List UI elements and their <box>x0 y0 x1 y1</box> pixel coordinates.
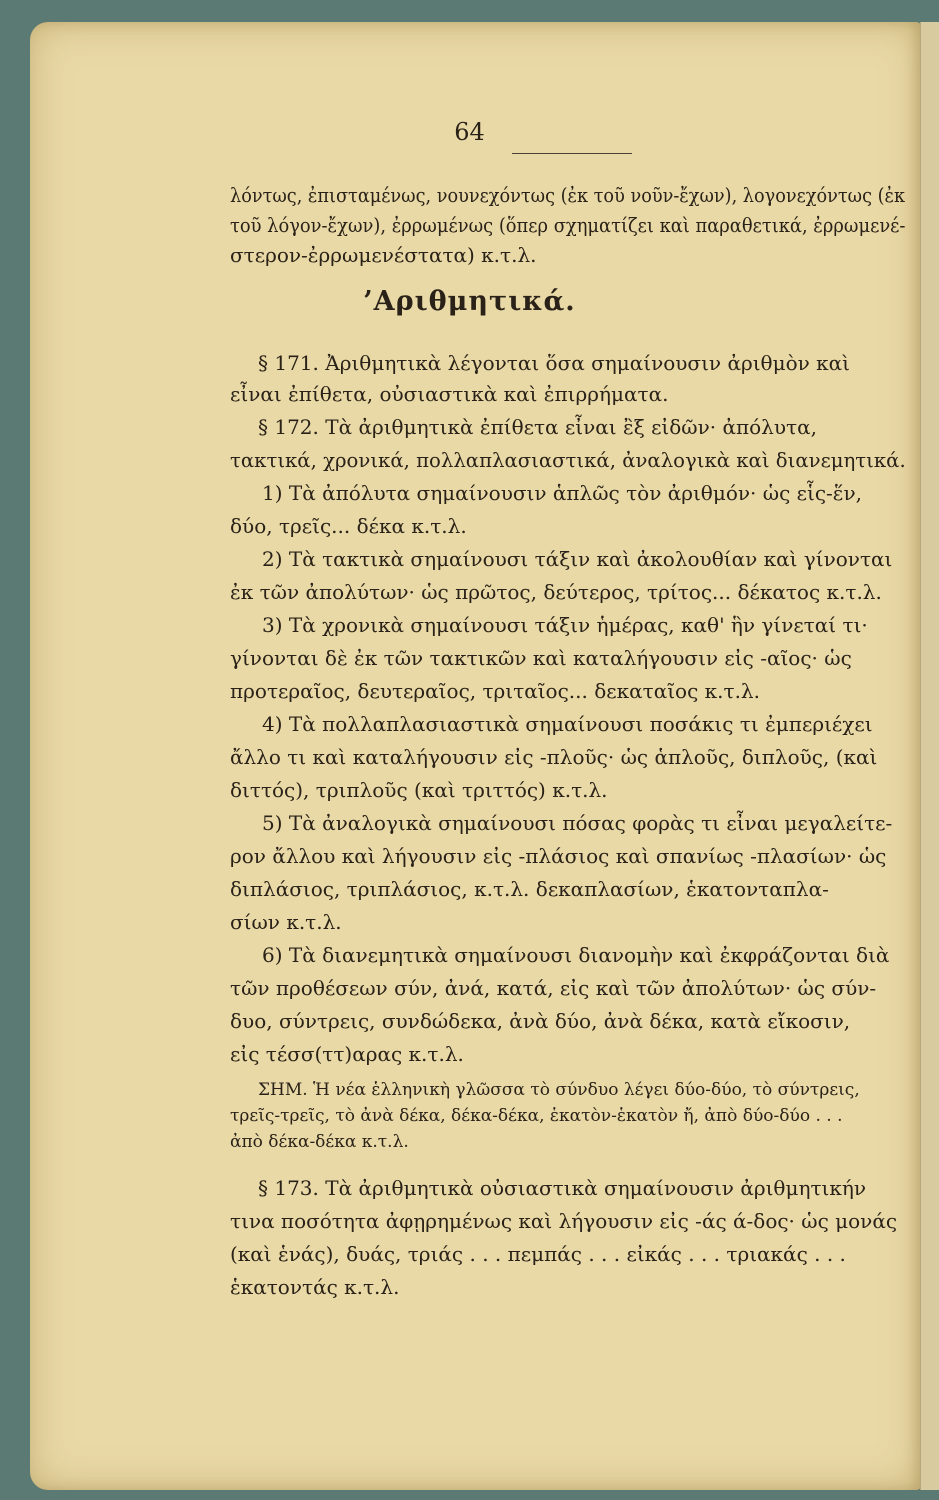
text-line: διττός), τριπλοῦς (καὶ τριττός) κ.τ.λ. <box>230 778 608 802</box>
text-line: ἐκ τῶν ἀπολύτων· ὡς πρῶτος, δεύτερος, τρίτος... δέκατος κ.τ.λ. <box>230 580 882 604</box>
page-number-rule <box>512 153 632 154</box>
text-line: τινα ποσότητα ἀφῃρημένως καὶ λήγουσιν εἰς -άς ά-δος· ὡς μονάς <box>230 1209 898 1233</box>
text-line: 2) Τὰ τακτικὰ σημαίνουσι τάξιν καὶ ἀκολουθίαν καὶ γίνονται <box>262 547 893 571</box>
note-line: τρεῖς-τρεῖς, τὸ ἀνὰ δέκα, δέκα-δέκα, ἑκατὸν-ἑκατὸν ἤ, ἀπὸ δύο-δύο . . . <box>230 1106 843 1126</box>
text-line: 1) Τὰ ἀπόλυτα σημαίνουσιν ἁπλῶς τὸν ἀριθμόν· ὡς εἷς-ἕν, <box>262 481 863 505</box>
text-line: διπλάσιος, τριπλάσιος, κ.τ.λ. δεκαπλασίων, ἑκατονταπλα- <box>230 877 829 901</box>
text-line: ἑκατοντάς κ.τ.λ. <box>230 1275 400 1299</box>
text-line: § 173. Τὰ ἀριθμητικὰ οὐσιαστικὰ σημαίνουσιν ἀριθμητικήν <box>258 1176 866 1200</box>
text-line: τῶν προθέσεων σύν, ἀνά, κατά, εἰς καὶ τῶν ἀπολύτων· ὡς σύν- <box>230 976 877 1000</box>
text-line: δυο, σύντρεις, συνδώδεκα, ἀνὰ δύο, ἀνὰ δέκα, κατὰ εἴκοσιν, <box>230 1009 851 1033</box>
text-line: σίων κ.τ.λ. <box>230 910 342 934</box>
text-line: 3) Τὰ χρονικὰ σημαίνουσι τάξιν ἡμέρας, καθ' ἣν γίνεταί τι· <box>262 613 868 637</box>
note-line: ΣΗΜ. Ἡ νέα ἑλληνικὴ γλῶσσα τὸ σύνδυο λέγει δύο-δύο, τὸ σύντρεις, <box>258 1080 860 1100</box>
text-line: ρον ἄλλου καὶ λήγουσιν εἰς -πλάσιος καὶ σπανίως -πλασίων· ὡς <box>230 844 887 868</box>
text-line: γίνονται δὲ ἐκ τῶν τακτικῶν καὶ καταλήγουσιν εἰς -αῖος· ὡς <box>230 646 852 670</box>
text-line: τοῦ λόγον-ἔχων), ἐρρωμένως (ὅπερ σχηματίζει καὶ παραθετικά, ἐρρωμενέ- <box>230 213 906 237</box>
text-line: εἰς τέσσ(ττ)αρας κ.τ.λ. <box>230 1042 464 1066</box>
text-line: § 171. Ἀριθμητικὰ λέγονται ὅσα σημαίνουσιν ἀριθμὸν καὶ <box>258 351 850 375</box>
text-line: 4) Τὰ πολλαπλασιαστικὰ σημαίνουσι ποσάκις τι ἐμπεριέχει <box>262 712 873 736</box>
text-line: προτεραῖος, δευτεραῖος, τριταῖος... δεκαταῖος κ.τ.λ. <box>230 679 760 703</box>
section-heading: ’Αριθμητικά. <box>363 286 576 317</box>
text-line: τακτικά, χρονικά, πολλαπλασιαστικά, ἀναλογικὰ καὶ διανεμητικά. <box>230 448 906 472</box>
text-line: εἶναι ἐπίθετα, οὐσιαστικὰ καὶ ἐπιρρήματα. <box>230 382 669 406</box>
text-line: λόντως, ἐπισταμένως, νουνεχόντως (ἐκ τοῦ νοῦν-ἔχων), λογονεχόντως (ἐκ <box>230 183 906 207</box>
text-line: 5) Τὰ ἀναλογικὰ σημαίνουσι πόσας φορὰς τι εἶναι μεγαλείτε- <box>262 811 893 835</box>
text-line: δύο, τρεῖς... δέκα κ.τ.λ. <box>230 514 467 538</box>
page-number: 64 <box>454 118 485 146</box>
text-line: στερον-ἐρρωμενέστατα) κ.τ.λ. <box>230 243 537 267</box>
text-line: ἄλλο τι καὶ καταλήγουσιν εἰς -πλοῦς· ὡς ἁπλοῦς, διπλοῦς, (καὶ <box>230 745 878 769</box>
note-line: ἀπὸ δέκα-δέκα κ.τ.λ. <box>230 1132 409 1152</box>
text-line: 6) Τὰ διανεμητικὰ σημαίνουσι διανομὴν καὶ ἐκφράζονται διὰ <box>262 943 890 967</box>
text-line: § 172. Τὰ ἀριθμητικὰ ἐπίθετα εἶναι ἒξ εἰδῶν· ἀπόλυτα, <box>258 415 817 439</box>
text-line: (καὶ ἑνάς), δυάς, τριάς . . . πεμπάς . . . εἰκάς . . . τριακάς . . . <box>230 1242 846 1266</box>
